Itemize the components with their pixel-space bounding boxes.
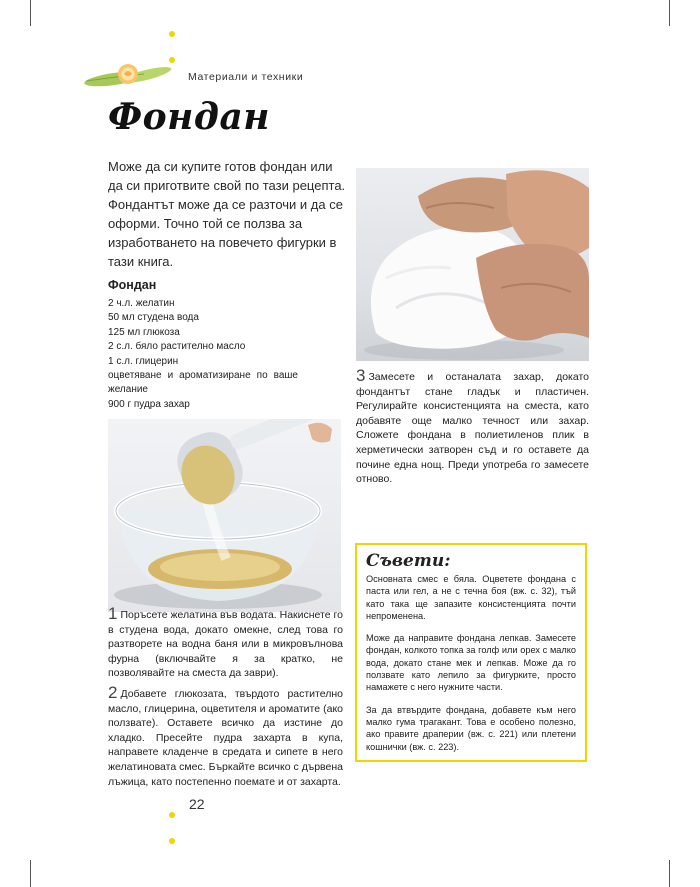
crop-mark (30, 860, 31, 887)
ingredient-item: 2 с.л. бяло растително масло (108, 341, 246, 353)
ingredient-item: 50 мл студена вода (108, 312, 199, 324)
section-label: Материали и техники (188, 71, 304, 83)
ingredient-item: 2 ч.л. желатин (108, 298, 175, 309)
ingredient-item: 1 с.л. глицерин (108, 355, 179, 367)
yellow-dot (169, 838, 175, 844)
tip-paragraph: За да втвърдите фондана, добавете към него малко гума трагакант. Това е особено полезно, ако правите драперии (вж. с. 221) или плетени кошнички (вж. с. 223). (366, 704, 576, 752)
ingredient-list (108, 297, 298, 412)
tip-paragraph: Основната смес е бяла. Оцветете фондана с паста или гел, а не с течна боя (вж. с. 32), тъй като така ще запазите консистенцията почти непроменена. (366, 574, 576, 621)
gelatin-bowl-photo (108, 419, 341, 612)
ingredient-item: оцветяване и ароматизиране по ваше желание (108, 370, 298, 396)
step-1 (108, 604, 343, 681)
kneading-photo (356, 168, 589, 361)
crop-mark (669, 860, 670, 887)
step-2 (108, 683, 343, 789)
step-text: Добавете глюкозата, твърдото растително масло, глицерина, оцветителя и ароматите (ако ползвате). Оставете всичко да изстине до хладко. Пресейте пудра захарта в купа, направете кладенче в средата и сипете в него желатиновата смес. Бъркайте всичко с дървена лъжица, като постепенно поемате и от захарта. (108, 688, 343, 788)
step-text: Поръсете желатина във водата. Накиснете го в студена вода, докато омекне, след това го разтворете на водна баня или в микровълнова фурна (включвайте я за кратко, не позволявайте на сместа да заври). (108, 609, 343, 680)
step-number: 3 (356, 366, 366, 385)
crop-mark (30, 0, 31, 26)
tips-heading: Съвети: (366, 551, 451, 571)
tip-paragraph: Може да направите фондана лепкав. Замесете фондан, колкото топка за голф или орех с малко вода, докато стане мек и лепкав. Може да го ползвате като лепило за фигурките, просто намажете с него нужните части. (366, 633, 576, 693)
ingredient-item: 125 мл глюкоза (108, 326, 180, 338)
page-number: 22 (189, 796, 205, 812)
step-number: 1 (108, 604, 118, 623)
yellow-dot (169, 31, 175, 37)
step-number: 2 (108, 683, 118, 702)
step-text: Замесете и останалата захар, докато фондантът стане гладък и пластичен. Регулирайте консистенцията на сместа, като добавяте още малко течност или захар. Сложете фондана в полиетиленов плик в херметически затворен съд и го оставете да почине една нощ. Преди употреба го замесете отново. (356, 371, 589, 486)
recipe-heading: Фондан (108, 278, 157, 292)
step-3 (356, 366, 589, 487)
yellow-dot (169, 812, 175, 818)
intro-paragraph: Може да си купите готов фондан или да си приготвите свой по тази рецепта. Фондантът може да се разточи и да се оформи. Точно той се ползва за изработването на повечето фигурки в тази книга. (108, 159, 346, 269)
tips-box (355, 543, 587, 762)
ingredient-item: 900 г пудра захар (108, 398, 190, 410)
crop-mark (669, 0, 670, 26)
page-title: Фондан (108, 96, 271, 138)
rose-leaf-icon (84, 57, 176, 91)
